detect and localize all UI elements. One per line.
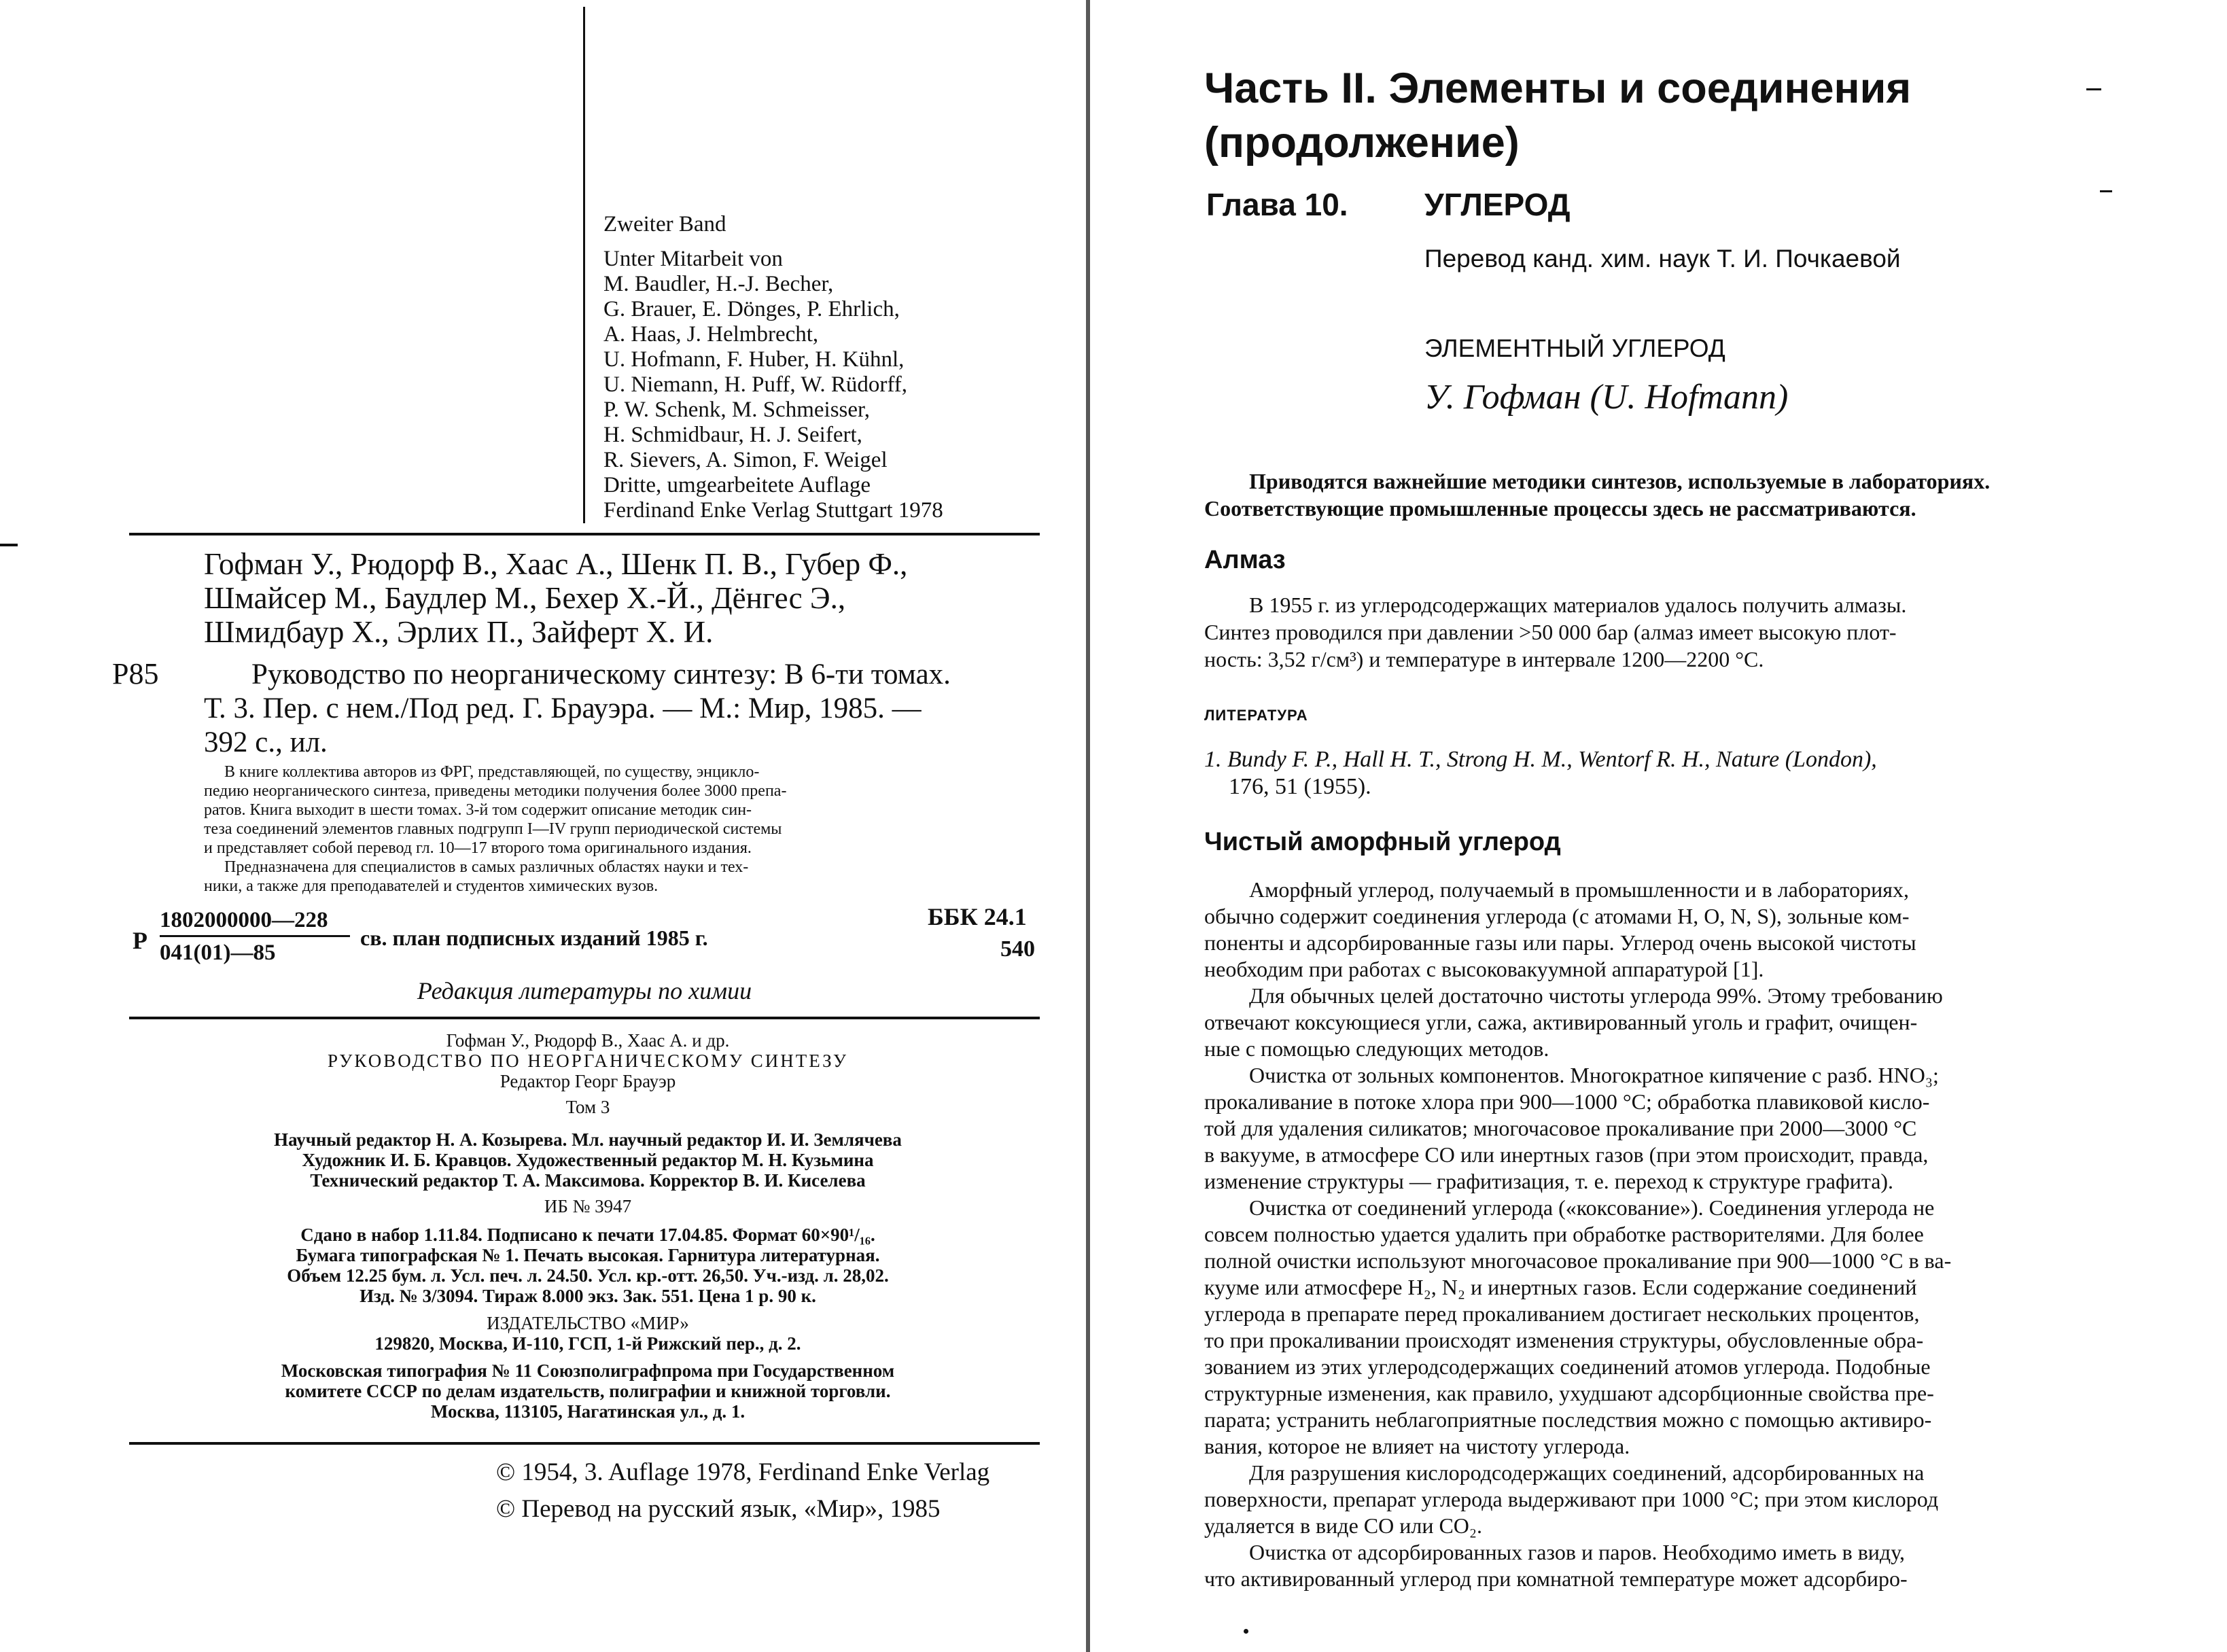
reference-line: 176, 51 (1955). (1229, 774, 1371, 799)
body-line: Для обычных целей достаточно чистоты углерода 99%. Этому требованию (1249, 983, 1943, 1008)
body-line: Для разрушения кислородсодержащих соединений, адсорбированных на (1249, 1460, 1925, 1485)
body-line: Очистка от соединений углерода («коксование»). Соединения углерода не (1249, 1195, 1935, 1220)
credits-line: R. Sievers, A. Simon, F. Weigel (603, 448, 888, 472)
imprint-print: Изд. № 3/3094. Тираж 8.000 экз. Зак. 551. Цена 1 р. 90 к. (360, 1286, 816, 1306)
audience-line: ники, а также для преподавателей и студентов химических вузов. (204, 877, 659, 895)
annotation (204, 762, 1040, 896)
credits-line: A. Haas, J. Helmbrecht, (603, 322, 819, 347)
body-line: Очистка от зольных компонентов. Многократное кипячение с разб. HNO₃; (1249, 1063, 1939, 1087)
catalog-code: Р85 (112, 657, 159, 690)
annotation-line: и представляет собой перевод гл. 10—17 второго тома оригинального издания. (204, 839, 752, 857)
imprint-printer: Московская типография № 11 Союзполиграфпрома при Государственном (281, 1360, 895, 1381)
credits-line: P. W. Schenk, M. Schmeisser, (603, 398, 870, 422)
scan-mark (1244, 1629, 1248, 1634)
annotation-line: В книге коллектива авторов из ФРГ, представляющей, по существу, энцикло- (224, 763, 760, 781)
body-line: ность: 3,52 г/см³) и температуре в интервале 1200—2200 °С. (1204, 647, 1764, 671)
diamond-heading: Алмаз (1204, 546, 1286, 574)
body-line: поверхности, препарат углерода выдерживают при 1000 °С; при этом кислород (1204, 1487, 1939, 1511)
imprint-print: Бумага типографская № 1. Печать высокая. Гарнитура литературная. (296, 1245, 880, 1265)
intro-note (1204, 468, 2224, 522)
credits-line: Unter Mitarbeit von (603, 247, 783, 271)
imprint-publisher-address: 129820, Москва, И-110, ГСП, 1-й Рижский пер., д. 2. (374, 1333, 801, 1354)
body-line: Очистка от адсорбированных газов и паров. Необходимо иметь в виду, (1249, 1540, 1905, 1564)
imprint-printer: комитете СССР по делам издательств, полиграфии и книжной торговли. (285, 1381, 891, 1401)
body-line: изменение структуры — графитизация, т. е. переход к структуре графита). (1204, 1169, 1894, 1193)
body-line: Аморфный углерод, получаемый в промышленности и в лабораториях, (1249, 877, 1909, 902)
body-line: отвечают коксующиеся угли, сажа, активированный уголь и графит, очищен- (1204, 1010, 1918, 1034)
left-page (0, 0, 1087, 1652)
credits-line: U. Niemann, H. Puff, W. Rüdorff, (603, 372, 908, 397)
reference-line: 1. Bundy F. P., Hall H. T., Strong H. M., Wentorf R. H., Nature (London), (1204, 747, 1877, 772)
right-page (1087, 0, 2227, 1652)
credits-line: U. Hofmann, F. Huber, H. Kühnl, (603, 347, 905, 372)
imprint-print: Объем 12.25 бум. л. Усл. печ. л. 24.50. Усл. кр.-отт. 26,50. Уч.-изд. л. 28,02. (287, 1265, 889, 1286)
scan-mark (2086, 88, 2101, 90)
body-line: удаляется в виде CO или CO₂. (1204, 1513, 1483, 1538)
imprint-staff: Научный редактор Н. А. Козырева. Мл. научный редактор И. И. Землячева (274, 1129, 902, 1150)
credits-line: H. Schmidbaur, H. J. Seifert, (603, 423, 862, 447)
section-author: У. Гофман (U. Hofmann) (1424, 378, 1789, 417)
book-title-line: Руководство по неорганическому синтезу: В 6-ти томах. (251, 658, 951, 690)
udc-code: 540 (1000, 936, 1035, 962)
separator-rule (129, 1017, 1040, 1019)
imprint-editor: Редактор Георг Брауэр (499, 1071, 676, 1091)
imprint-print: Сдано в набор 1.11.84. Подписано к печати 17.04.85. Формат 60×90¹/₁₆. (300, 1225, 875, 1245)
intro-line: Соответствующие промышленные процессы здесь не рассматриваются. (1204, 496, 1916, 521)
body-line: что активированный углерод при комнатной температуре может адсорбиро- (1204, 1566, 1908, 1591)
authors-line: Шмайсер М., Баудлер М., Бехер Х.-Й., Дёнгес Э., (204, 581, 846, 615)
copyright-line: © 1954, 3. Auflage 1978, Ferdinand Enke Verlag (496, 1458, 990, 1486)
imprint-title: РУКОВОДСТВО ПО НЕОРГАНИЧЕСКОМУ СИНТЕЗУ (327, 1051, 849, 1071)
chapter-label: Глава 10. (1206, 187, 1348, 222)
amorphous-text (1204, 877, 1951, 1592)
body-line: В 1955 г. из углеродсодержащих материалов удалось получить алмазы. (1249, 593, 1907, 617)
imprint-ib: ИБ № 3947 (544, 1196, 632, 1216)
credits-line: Ferdinand Enke Verlag Stuttgart 1978 (603, 498, 943, 523)
separator-rule (129, 1442, 1040, 1445)
body-line: структурные изменения, как правило, ухудшают адсорбционные свойства пре- (1204, 1381, 1934, 1405)
body-line: в вакууме, в атмосфере CO или инертных газов (при этом происходит, правда, (1204, 1142, 1929, 1167)
section-title: ЭЛЕМЕНТНЫЙ УГЛЕРОД (1424, 334, 1725, 362)
body-line: той для удаления силикатов; многочасовое прокаливание при 2000—3000 °С (1204, 1116, 1917, 1140)
index-letter: Р (133, 927, 147, 954)
diamond-text (1204, 591, 1906, 673)
body-line: кууме или атмосфере H₂, N₂ и инертных газов. Если содержание соединений (1204, 1275, 1917, 1299)
body-line: углерода в препарате перед прокаливанием достигает нескольких процентов, (1204, 1301, 1920, 1326)
copyright-block (496, 1454, 989, 1528)
body-line: полной очистки используют многочасовое прокаливание при 900—1000 °С в ва- (1204, 1248, 1952, 1273)
body-line: прокаливание в потоке хлора при 900—1000 °С; обработка плавиковой кисло- (1204, 1089, 1930, 1114)
credits-line: G. Brauer, E. Dönges, P. Ehrlich, (603, 297, 900, 321)
credits-line: Zweiter Band (603, 212, 726, 236)
book-title-line: Т. 3. Пер. с нем./Под ред. Г. Брауэра. — М.: Мир, 1985. — (204, 692, 922, 724)
book-title-block (204, 658, 951, 760)
translator-credit: Перевод канд. хим. наук Т. И. Почкаевой (1424, 245, 1901, 273)
imprint-printer: Москва, 113105, Нагатинская ул., д. 1. (430, 1401, 746, 1422)
authors-line: Шмидбаур Х., Эрлих П., Зайферт Х. И. (204, 615, 714, 649)
copyright-line: © Перевод на русский язык, «Мир», 1985 (496, 1495, 941, 1523)
body-line: парата; устранить неблагоприятные последствия можно с помощью активиро- (1204, 1407, 1932, 1432)
imprint-publisher: ИЗДАТЕЛЬСТВО «МИР» (487, 1313, 689, 1333)
authors-line: Гофман У., Рюдорф В., Хаас А., Шенк П. В., Губер Ф., (204, 547, 908, 581)
index-denominator: 041(01)—85 (160, 941, 276, 965)
separator-rule (129, 533, 1040, 535)
amorphous-heading: Чистый аморфный углерод (1204, 828, 1561, 856)
index-numerator: 1802000000—228 (160, 908, 328, 932)
annotation-line: ратов. Книга выходит в шести томах. 3-й том содержит описание методик син- (204, 801, 752, 819)
body-line: вания, которое не влияет на чистоту углерода. (1204, 1434, 1630, 1458)
imprint-volume: Том 3 (565, 1097, 610, 1117)
editorial-line: Редакция литературы по химии (417, 977, 752, 1004)
bbk-code: ББК 24.1 (928, 903, 1027, 930)
part-title-line: (продолжение) (1204, 119, 1520, 166)
body-line: необходим при работах с высоковакуумной аппаратурой [1]. (1204, 957, 1764, 981)
part-title (1204, 61, 1911, 170)
literature-label: ЛИТЕРАТУРА (1204, 707, 1308, 724)
imprint-staff: Технический редактор Т. А. Максимова. Корректор В. И. Киселева (310, 1170, 866, 1191)
credits-line: Dritte, umgearbeitete Auflage (603, 473, 871, 497)
body-line: Синтез проводился при давлении >50 000 бар (алмаз имеет высокую плот- (1204, 620, 1897, 644)
body-line: совсем полностью удается удалить при обработке растворителями. Для более (1204, 1222, 1924, 1246)
intro-line: Приводятся важнейшие методики синтезов, используемые в лабораториях. (1249, 469, 1991, 493)
credits-line: M. Baudler, H.-J. Becher, (603, 272, 834, 296)
part-title-line: Часть II. Элементы и соединения (1204, 65, 1912, 112)
book-title-line: 392 с., ил. (204, 726, 328, 758)
annotation-line: теза соединений элементов главных подгрупп I—IV групп периодической системы (204, 820, 782, 838)
authors-block (204, 547, 907, 649)
index-fraction-bar (160, 935, 350, 937)
body-line: то при прокаливании происходят изменения структуры, обусловленные обра- (1204, 1328, 1924, 1352)
credits-vertical-rule (583, 7, 585, 523)
body-line: поненты и адсорбированные газы или пары. Углерод очень высокой чистоты (1204, 930, 1916, 955)
chapter-title: УГЛЕРОД (1424, 187, 1571, 222)
imprint (136, 1030, 1040, 1422)
reference (1204, 746, 1877, 801)
german-credits (603, 212, 943, 523)
scan-mark (2100, 190, 2112, 192)
body-line: зованием из этих углеродсодержащих соединений атомов углерода. Подобные (1204, 1354, 1931, 1379)
imprint-staff: Художник И. Б. Кравцов. Художественный редактор М. Н. Кузьмина (302, 1150, 874, 1170)
audience-line: Предназначена для специалистов в самых различных областях науки и тех- (224, 858, 749, 876)
body-line: ные с помощью следующих методов. (1204, 1036, 1549, 1061)
scan-mark (0, 544, 18, 546)
body-line: обычно содержит соединения углерода (с атомами H, O, N, S), зольные ком- (1204, 904, 1910, 928)
annotation-line: педию неорганического синтеза, приведены методики получения более 3000 препа- (204, 782, 787, 800)
imprint-authors: Гофман У., Рюдорф В., Хаас А. и др. (446, 1030, 730, 1051)
subscription-plan: св. план подписных изданий 1985 г. (360, 926, 708, 950)
